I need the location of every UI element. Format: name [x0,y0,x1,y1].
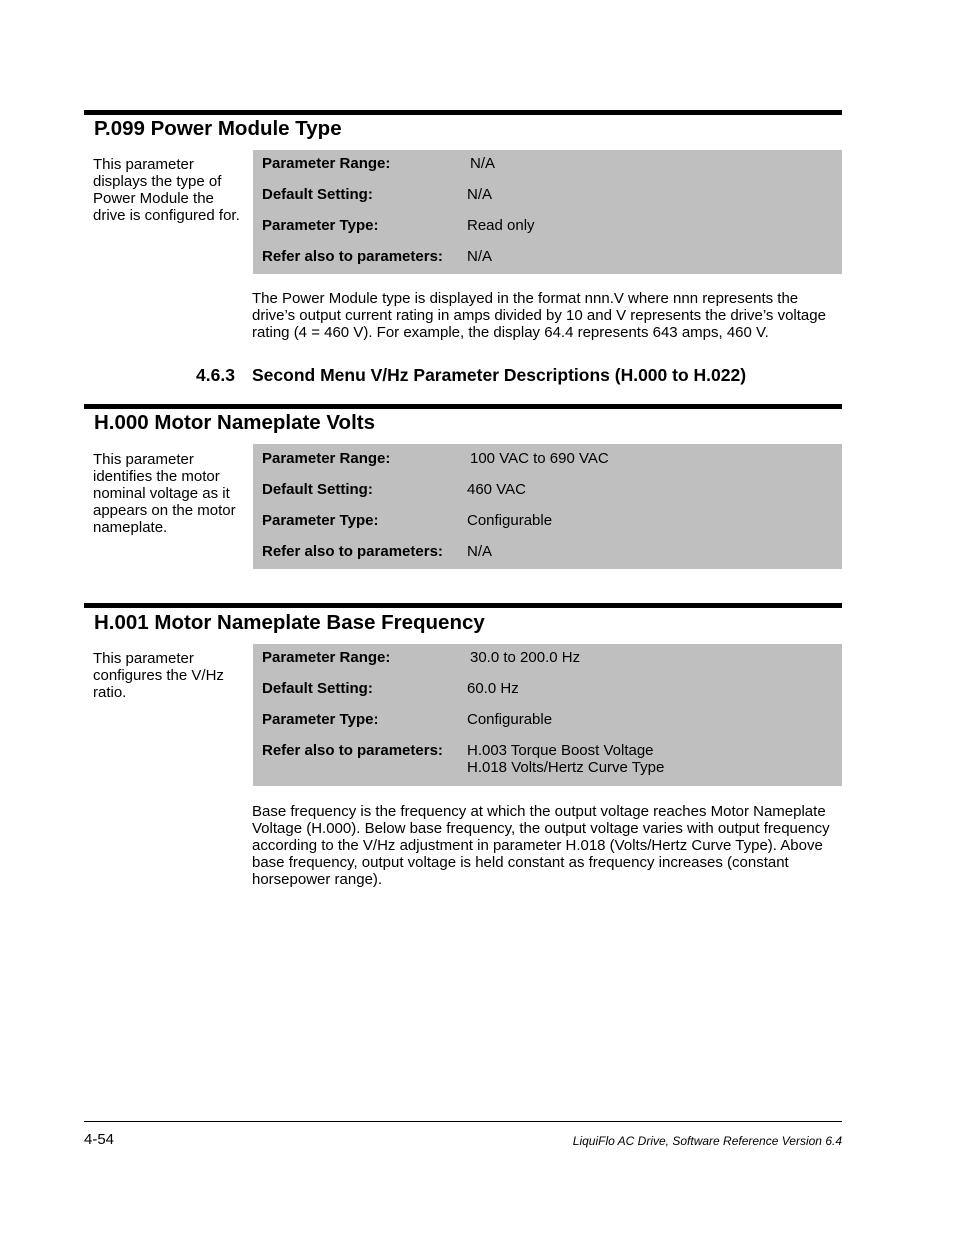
parameter-table-p099 [253,150,842,274]
footer-rule [84,1121,842,1122]
param-label: Refer also to parameters: [262,543,443,560]
param-label: Parameter Type: [262,512,379,529]
param-value [467,248,492,265]
param-label: Refer also to parameters: [262,248,443,265]
subsection-title: Second Menu V/Hz Parameter Descriptions (H.000 to H.022) [252,365,747,385]
refer-item: N/A [467,248,493,265]
refer-item: H.018 Volts/Hertz Curve Type [467,759,665,776]
param-value: Read only [467,217,535,234]
param-value: 30.0 to 200.0 Hz [470,649,581,666]
parameter-table-h001 [253,644,842,786]
param-value: 60.0 Hz [467,680,519,697]
param-value: Configurable [467,711,553,728]
section-side-text: This parameter displays the type of Power Module the drive is configured for. [93,156,240,224]
document-title: LiquiFlo AC Drive, Software Reference Version 6.4 [572,1134,842,1148]
param-label: Default Setting: [262,186,373,203]
param-label: Parameter Range: [262,450,391,467]
section-rule [84,110,842,115]
param-label: Default Setting: [262,481,373,498]
section-rule [84,404,842,409]
param-label: Refer also to parameters: [262,742,443,759]
param-value [467,543,492,560]
refer-item: H.003 Torque Boost Voltage [467,742,654,759]
subsection-heading [196,364,746,386]
param-label: Parameter Type: [262,711,379,728]
section-side-text: This parameter identifies the motor nominal voltage as it appears on the motor nameplate. [93,451,236,536]
param-value: N/A [467,186,493,203]
section-description-p099: The Power Module type is displayed in the format nnn.V where nnn represents the drive’s output current rating in amps divided by 10 and V represents the drive’s voltage rating (4 = 460 V). For example, the display 64.4 represents 643 amps, 460 V. [252,290,826,341]
parameter-table-h000 [253,444,842,569]
refer-item: N/A [467,543,493,560]
section-side-text: This parameter configures the V/Hz ratio. [93,650,224,701]
param-value: 100 VAC to 690 VAC [470,450,609,467]
param-label: Parameter Range: [262,155,391,172]
section-heading-p099: P.099 Power Module Type [94,117,342,140]
section-rule [84,603,842,608]
param-value [467,742,664,776]
param-value: N/A [470,155,496,172]
subsection-number: 4.6.3 [196,365,235,385]
page-number: 4-54 [84,1131,115,1148]
param-label: Parameter Type: [262,217,379,234]
section-heading-h001: H.001 Motor Nameplate Base Frequency [94,611,485,634]
section-description-h001: Base frequency is the frequency at which the output voltage reaches Motor Nameplate Voltage (H.000). Below base frequency, the output voltage varies with output frequency according to the V/Hz adjustment in parameter H.018 (Volts/Hertz Curve Type). Above base frequency, output voltage is held constant as frequency increases (constant horsepower range). [252,803,830,888]
param-value: 460 VAC [467,481,526,498]
param-value: Configurable [467,512,553,529]
param-label: Default Setting: [262,680,373,697]
param-label: Parameter Range: [262,649,391,666]
section-heading-h000: H.000 Motor Nameplate Volts [94,411,375,434]
